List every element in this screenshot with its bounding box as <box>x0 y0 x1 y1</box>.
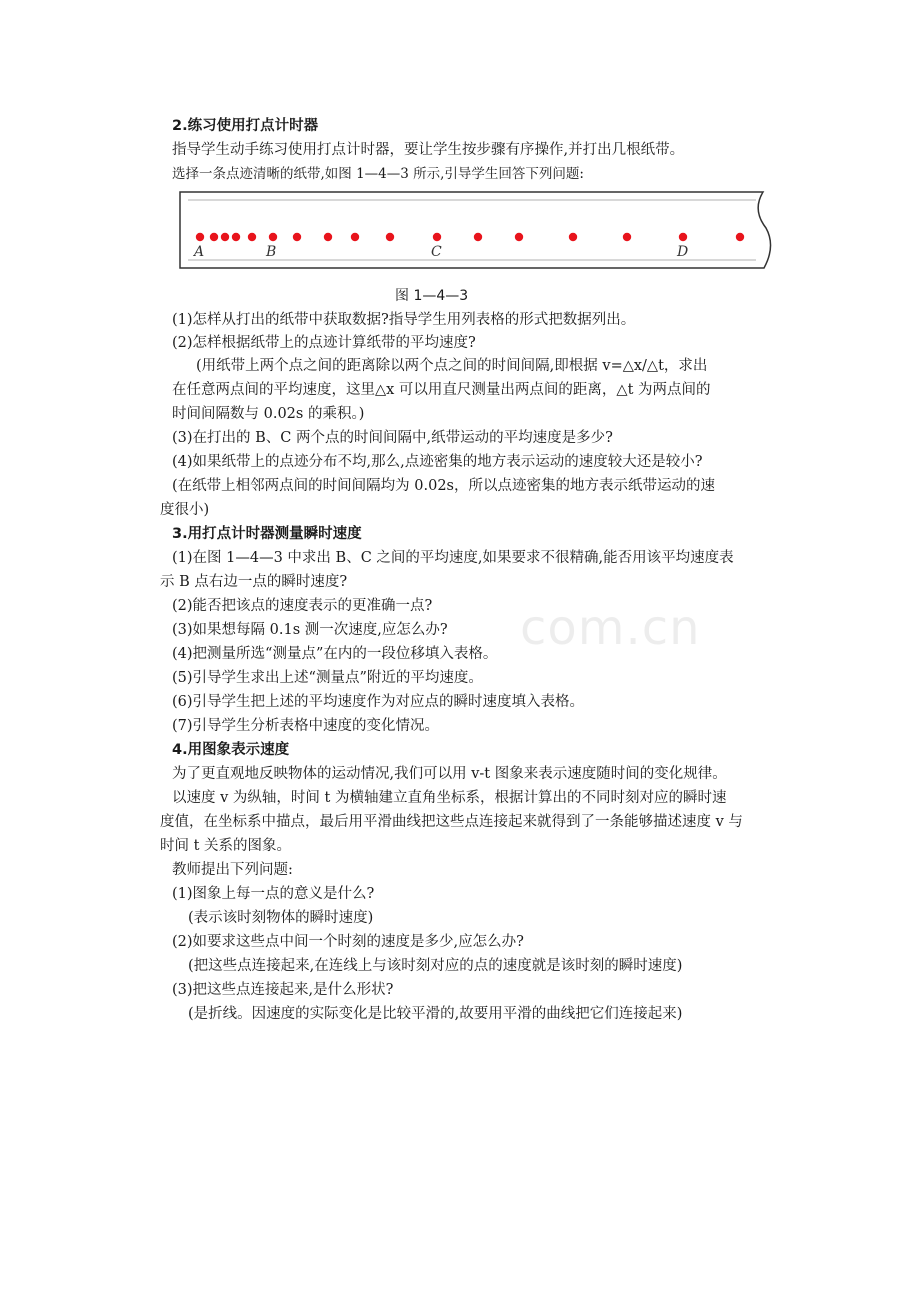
answer-2-line-2: 在任意两点间的平均速度，这里△x 可以用直尺测量出两点间的距离，△t 为两点间的 <box>172 382 711 398</box>
s4-para-2-line-1: 以速度 v 为纵轴，时间 t 为横轴建立直角坐标系，根据计算出的不同时刻对应的瞬时速 <box>172 790 727 806</box>
tape-label-a: A <box>194 244 205 260</box>
s4-answer-3: (是折线。因速度的实际变化是比较平滑的,故要用平滑的曲线把它们连接起来) <box>188 1006 683 1022</box>
tape-dot <box>210 233 218 241</box>
tape-dot <box>474 233 482 241</box>
s4-question-2: (2)如要求这些点中间一个时刻的速度是多少,应怎么办? <box>172 934 524 950</box>
s3-question-3: (3)如果想每隔 0.1s 测一次速度,应怎么办? <box>172 622 448 638</box>
tape-dot <box>386 233 394 241</box>
tape-dot <box>515 233 523 241</box>
s4-answer-1: (表示该时刻物体的瞬时速度) <box>188 910 374 926</box>
answer-4-line-1: (在纸带上相邻两点间的时间间隔均为 0.02s，所以点迹密集的地方表示纸带运动的速 <box>172 478 715 494</box>
s4-para-2-line-3: 时间 t 关系的图象。 <box>160 838 292 854</box>
s3-question-6: (6)引导学生把上述的平均速度作为对应点的瞬时速度填入表格。 <box>172 694 585 710</box>
tape-dot <box>248 233 256 241</box>
tape-dot <box>269 233 277 241</box>
question-4: (4)如果纸带上的点迹分布不均,那么,点迹密集的地方表示运动的速度较大还是较小? <box>172 454 703 470</box>
s4-para-1: 为了更直观地反映物体的运动情况,我们可以用 v-t 图象来表示速度随时间的变化规律。 <box>172 766 727 782</box>
tape-dot <box>293 233 301 241</box>
s3-question-7: (7)引导学生分析表格中速度的变化情况。 <box>172 718 440 734</box>
question-2: (2)怎样根据纸带上的点迹计算纸带的平均速度? <box>172 335 476 351</box>
s3-question-1-line-2: 示 B 点右边一点的瞬时速度? <box>160 574 348 590</box>
tape-dot <box>623 233 631 241</box>
tape-dot <box>232 233 240 241</box>
tape-dot <box>433 233 441 241</box>
tape-dot <box>196 233 204 241</box>
section-2-para-2: 选择一条点迹清晰的纸带,如图 1—4—3 所示,引导学生回答下列问题: <box>172 166 584 182</box>
answer-2-line-1: (用纸带上两个点之间的距离除以两个点之间的时间间隔,即根据 v=△x/△t，求出 <box>196 358 708 374</box>
tape-label-b: B <box>266 244 277 260</box>
tape-label-c: C <box>431 244 442 260</box>
watermark: com.cn <box>520 600 701 656</box>
s3-question-2: (2)能否把该点的速度表示的更准确一点? <box>172 598 433 614</box>
s4-para-3: 教师提出下列问题: <box>172 862 293 878</box>
tape-dot <box>736 233 744 241</box>
s3-question-4: (4)把测量所选“测量点”在内的一段位移填入表格。 <box>172 646 498 662</box>
answer-4-line-2: 度很小) <box>160 502 210 518</box>
s4-para-2-line-2: 度值，在坐标系中描点，最后用平滑曲线把这些点连接起来就得到了一条能够描述速度 v 与 <box>160 814 743 830</box>
tape-dot <box>221 233 229 241</box>
tape-dot <box>351 233 359 241</box>
s3-question-5: (5)引导学生求出上述“测量点”附近的平均速度。 <box>172 670 483 686</box>
section-2-para-1: 指导学生动手练习使用打点计时器，要让学生按步骤有序操作,并打出几根纸带。 <box>172 142 685 158</box>
s4-answer-2: (把这些点连接起来,在连线上与该时刻对应的点的速度就是该时刻的瞬时速度) <box>188 958 683 974</box>
s4-question-3: (3)把这些点连接起来,是什么形状? <box>172 982 394 998</box>
tape-dot <box>679 233 687 241</box>
tape-dot <box>569 233 577 241</box>
question-3: (3)在打出的 B、C 两个点的时间间隔中,纸带运动的平均速度是多少? <box>172 430 613 446</box>
s4-question-1: (1)图象上每一点的意义是什么? <box>172 886 375 902</box>
section-2-title: 2.练习使用打点计时器 <box>172 118 319 134</box>
tape-label-d: D <box>677 244 689 260</box>
s3-question-1-line-1: (1)在图 1—4—3 中求出 B、C 之间的平均速度,如果要求不很精确,能否用该平均速度表 <box>172 550 734 566</box>
answer-2-line-3: 时间间隔数与 0.02s 的乘积。) <box>172 406 365 422</box>
section-4-title: 4.用图象表示速度 <box>172 742 290 758</box>
ticker-tape-figure <box>178 190 778 270</box>
question-1: (1)怎样从打出的纸带中获取数据?指导学生用列表格的形式把数据列出。 <box>172 312 636 328</box>
tape-dot <box>324 233 332 241</box>
figure-caption: 图 1—4—3 <box>395 288 469 304</box>
section-3-title: 3.用打点计时器测量瞬时速度 <box>172 526 362 542</box>
